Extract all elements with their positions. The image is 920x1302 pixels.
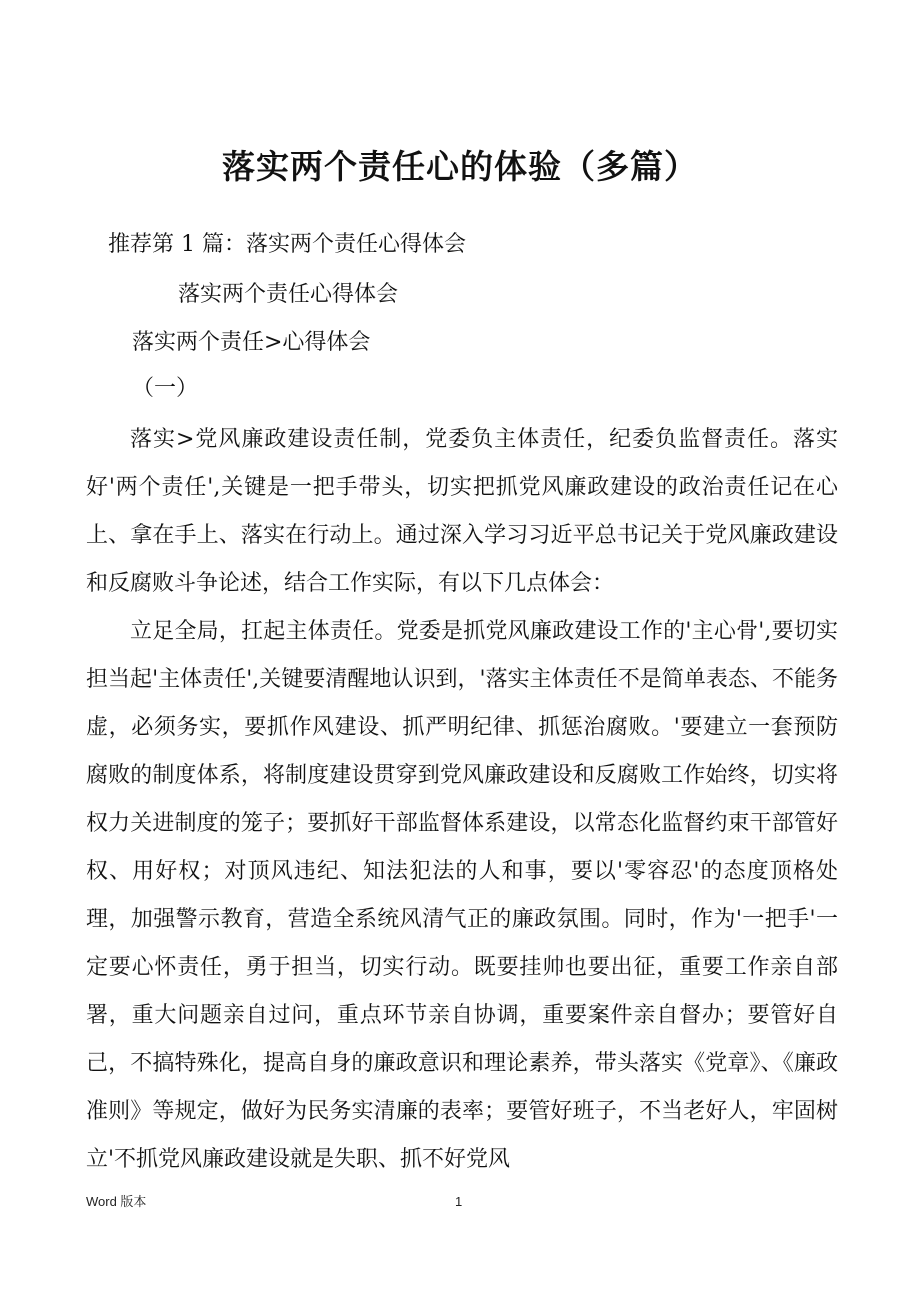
body-paragraph-2: 立足全局，扛起主体责任。党委是抓党风廉政建设工作的'主心骨',要切实担当起'主体责任',关键要清醒地认识到，'落实主体责任不是简单表态、不能务虚，必须务实，要抓作风建设、抓严明纪律、抓惩治腐败。'要建立一套预防腐败的制度体系，将制度建设贯穿到党风廉政建设和反腐败工作始终，切实将权力关进制度的笼子；要抓好干部监督体系建设，以常态化监督约束干部管好权、用好权；对顶风违纪、知法犯法的人和事，要以'零容忍'的态度顶格处理，加强警示教育，营造全系统风清气正的廉政氛围。同时，作为'一把手'一定要心怀责任，勇于担当，切实行动。既要挂帅也要出征，重要工作亲自部署，重大问题亲自过问，重点环节亲自协调，重要案件亲自督办；要管好自己，不搞特殊化，提高自身的廉政意识和理论素养，带头落实《党章》、《廉政准则》等规定，做好为民务实清廉的表率；要管好班子，不当老好人，牢固树立'不抓党风廉政建设就是失职、抓不好党风 [86,619,838,1172]
section-heading: 落实两个责任>心得体会 [132,330,371,355]
footer-label: Word 版本 [86,1194,147,1209]
page-number: 1 [455,1194,463,1209]
section-marker: （一） [132,376,199,401]
recommend-line: 推荐第 1 篇：落实两个责任心得体会 [108,232,466,257]
document-title: 落实两个责任心的体验（多篇） [222,147,698,186]
subtitle: 落实两个责任心得体会 [178,282,399,307]
body-paragraph-1: 落实>党风廉政建设责任制，党委负主体责任，纪委负监督责任。落实好'两个责任',关键是一把手带头，切实把抓党风廉政建设的政治责任记在心上、拿在手上、落实在行动上。通过深入学习习近平总书记关于党风廉政建设和反腐败斗争论述，结合工作实际，有以下几点体会： [86,427,838,596]
